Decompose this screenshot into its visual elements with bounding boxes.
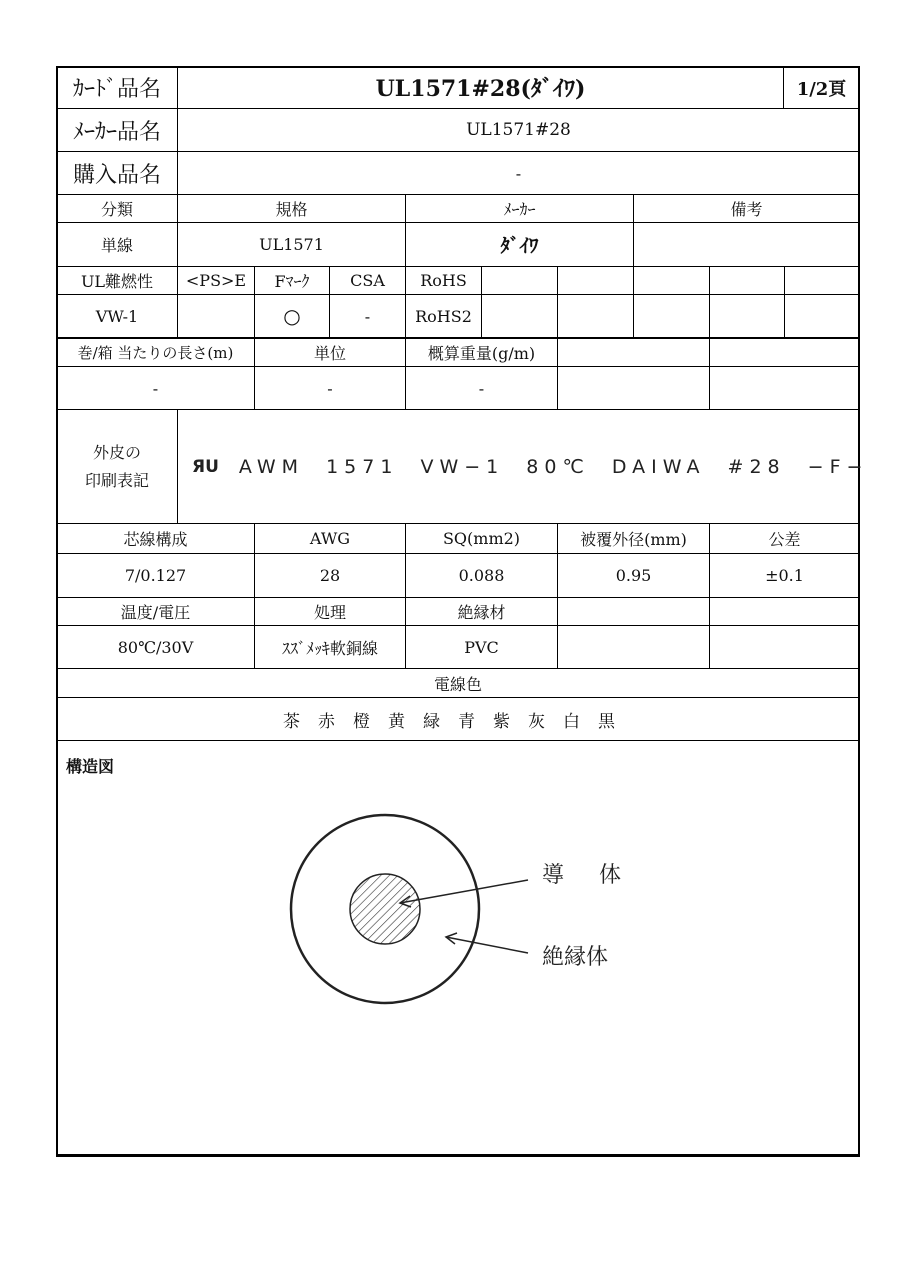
category-value: 単線 (56, 222, 178, 267)
sq-label: SQ(mm2) (405, 523, 558, 554)
cert-value-ul-flame: VW-1 (56, 294, 178, 338)
reel-length-value: - (56, 366, 255, 410)
category-label: 分類 (56, 194, 178, 223)
insulator-arrow (446, 937, 528, 953)
print-marking-text: AWM 1571 VW−1 80℃ DAIWA #28 −F− (238, 455, 869, 478)
insulation-material-label: 絶縁材 (405, 597, 558, 626)
maker-value: ﾀﾞｲﾜ (405, 222, 634, 267)
standard-value: UL1571 (177, 222, 406, 267)
wire-color-label: 電線色 (56, 668, 860, 698)
unit-label: 単位 (254, 338, 406, 367)
sq-value: 0.088 (405, 553, 558, 598)
awg-label: AWG (254, 523, 406, 554)
tolerance-value: ±0.1 (709, 553, 860, 598)
cert-header-rohs: RoHS (405, 266, 482, 295)
wire-color-list: 茶赤橙黄緑青紫灰白黒 (56, 697, 860, 741)
maker-name-label: ﾒｰｶｰ品名 (56, 108, 178, 152)
outer-diameter-value: 0.95 (557, 553, 710, 598)
cert-value-rohs: RoHS2 (405, 294, 482, 338)
remarks-label: 備考 (633, 194, 860, 223)
print-marking-label-line1: 外皮の (92, 442, 141, 462)
conductor-arrow (400, 880, 528, 903)
structure-diagram-title: 構造図 (66, 757, 115, 776)
outer-diameter-label: 被覆外径(mm) (557, 523, 710, 554)
approx-weight-label: 概算重量(g/m) (405, 338, 558, 367)
maker-label: ﾒｰｶｰ (405, 194, 634, 223)
conductor-circle (350, 874, 420, 944)
strand-construction-label: 芯線構成 (56, 523, 255, 554)
cert-header-csa: CSA (329, 266, 406, 295)
conductor-label: 導 体 (542, 863, 635, 888)
tolerance-label: 公差 (709, 523, 860, 554)
strand-construction-value: 7/0.127 (56, 553, 255, 598)
cert-value-f-mark: ○ (254, 294, 330, 338)
temp-voltage-value: 80℃/30V (56, 625, 255, 669)
purchase-name-value: - (177, 151, 860, 195)
maker-name-value: UL1571#28 (177, 108, 860, 152)
cert-header-pse: <PS>E (177, 266, 255, 295)
cert-value-csa: - (329, 294, 406, 338)
awg-value: 28 (254, 553, 406, 598)
standard-label: 規格 (177, 194, 406, 223)
reel-length-label: 巻/箱 当たりの長さ(m) (56, 338, 255, 367)
temp-voltage-label: 温度/電圧 (56, 597, 255, 626)
card-name-label: ｶｰﾄﾞ品名 (56, 66, 178, 109)
print-marking-label-line2: 印刷表記 (84, 470, 149, 490)
insulation-material-value: PVC (405, 625, 558, 669)
card-name-value: UL1571#28(ﾀﾞｲﾜ) (177, 66, 784, 109)
purchase-name-label: 購入品名 (56, 151, 178, 195)
unit-value: - (254, 366, 406, 410)
insulator-label: 絶縁体 (542, 945, 609, 970)
treatment-value: ｽｽﾞﾒｯｷ軟銅線 (254, 625, 406, 669)
treatment-label: 処理 (254, 597, 406, 626)
approx-weight-value: - (405, 366, 558, 410)
page-number: 1/2頁 (783, 66, 860, 109)
cert-header-f-mark: Fﾏｰｸ (254, 266, 330, 295)
cert-header-ul-flame: UL難燃性 (56, 266, 178, 295)
ul-recognized-mark-icon: ЯU (192, 456, 219, 477)
